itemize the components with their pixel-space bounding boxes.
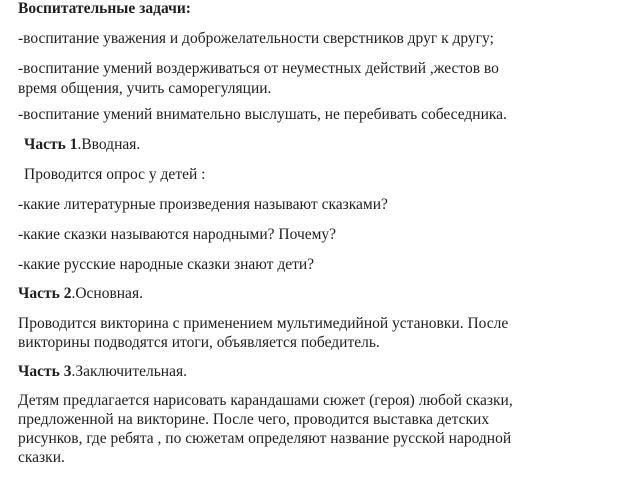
part-3-text-line-4: сказки. — [18, 449, 65, 466]
part-3-title: .Заключительная. — [71, 363, 187, 380]
goal-2-line-1: -воспитание умений воздерживаться от неуместных действий ,жестов во — [18, 60, 499, 77]
part-2-text-line-2: викторины подводятся итоги, объявляется победитель. — [18, 334, 380, 351]
question-1: -какие литературные произведения называют сказками? — [18, 196, 388, 213]
part-3-heading — [18, 363, 187, 381]
survey-intro: Проводится опрос у детей : — [24, 166, 206, 183]
part-2-heading — [18, 285, 143, 303]
part-1-heading — [24, 136, 140, 154]
part-2-text-line-1: Проводится викторина с применением мультимедийной установки. После — [18, 315, 509, 332]
question-3: -какие русские народные сказки знают дети? — [18, 256, 315, 273]
part-3-text-line-3: рисунков, где ребята , по сюжетам определяют название русской народной — [18, 430, 512, 447]
heading-educational-tasks: Воспитательные задачи: — [18, 0, 191, 17]
part-1-title: .Вводная. — [77, 136, 141, 153]
part-2-label: Часть 2 — [18, 285, 72, 302]
part-3-label: Часть 3 — [18, 363, 72, 380]
goal-1: -воспитание уважения и доброжелательности сверстников друг к другу; — [18, 30, 494, 47]
part-3-text-line-2: предложенной на викторине. После чего, проводится выставка детских — [18, 411, 490, 428]
goal-3: -воспитание умений внимательно выслушать, не перебивать собеседника. — [18, 106, 507, 123]
part-3-text-line-1: Детям предлагается нарисовать карандашами сюжет (героя) любой сказки, — [18, 392, 513, 409]
goal-2-line-2: время общения, учить саморегуляции. — [18, 80, 272, 97]
question-2: -какие сказки называются народными? Почему? — [18, 226, 337, 243]
part-1-label: Часть 1 — [24, 136, 78, 153]
part-2-title: .Основная. — [71, 285, 143, 302]
